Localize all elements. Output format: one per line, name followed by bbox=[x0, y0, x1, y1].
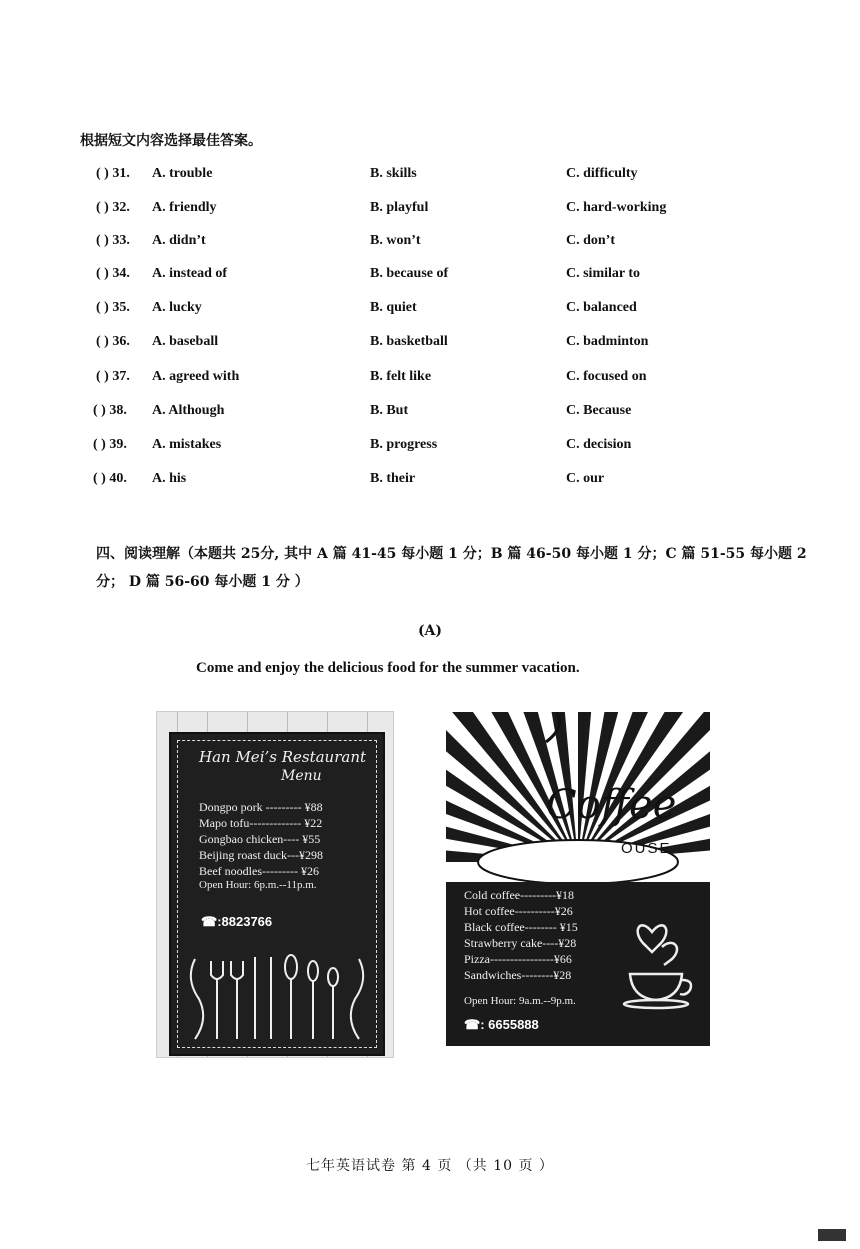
question-number: ( ) 36. bbox=[96, 334, 130, 349]
answer-option-a: A. baseball bbox=[152, 334, 219, 349]
menu-item: Dongpo pork --------- ¥88 bbox=[199, 800, 323, 814]
menu-item: Black coffee-------- ¥15 bbox=[464, 920, 578, 934]
menu-item: Pizza----------------¥66 bbox=[464, 952, 572, 966]
question-number: ( ) 32. bbox=[96, 200, 130, 215]
part-label: (A) bbox=[417, 623, 443, 639]
coffee-logo: Coffee bbox=[546, 782, 677, 828]
phone-icon: ☎ bbox=[201, 914, 218, 929]
answer-option-a: A. Although bbox=[152, 403, 225, 418]
question-number: ( ) 37. bbox=[96, 369, 130, 384]
menu-item: Beef noodles--------- ¥26 bbox=[199, 864, 319, 878]
instructions: 根据短文内容选择最佳答案。 bbox=[80, 133, 262, 149]
answer-option-b: B. their bbox=[370, 471, 416, 486]
phone-icon: ☎ bbox=[464, 1017, 481, 1032]
menu-item: Mapo tofu------------- ¥22 bbox=[199, 816, 323, 830]
restaurant-menu-image bbox=[157, 712, 393, 1057]
passage-intro: Come and enjoy the delicious food for the summer vacation. bbox=[196, 660, 580, 676]
question-number: ( ) 33. bbox=[96, 233, 130, 248]
answer-option-a: A. his bbox=[152, 471, 187, 486]
section4-heading: 四、阅读理解（本题共 25分, 其中 A 篇 41-45 每小题 1 分；B 篇 46-50 每小题 1 分；C 篇 51-55 每小题 2 分； D 篇 56-60 每小题 1 分 ） bbox=[96, 546, 807, 590]
answer-option-c: C. don’t bbox=[566, 233, 616, 248]
answer-option-b: B. progress bbox=[370, 437, 438, 452]
answer-option-b: B. because of bbox=[370, 266, 449, 281]
answer-option-b: B. basketball bbox=[370, 334, 448, 349]
house-logo: OUSE bbox=[621, 840, 672, 857]
answer-option-c: C. difficulty bbox=[566, 166, 638, 181]
menu-item: Hot coffee----------¥26 bbox=[464, 904, 573, 918]
menu-item: Cold coffee---------¥18 bbox=[464, 888, 575, 902]
answer-option-c: C. similar to bbox=[566, 266, 641, 281]
answer-option-a: A. friendly bbox=[152, 200, 217, 215]
question-number: ( ) 34. bbox=[96, 266, 130, 281]
question-number: ( ) 39. bbox=[93, 437, 127, 452]
cutlery-icon bbox=[187, 949, 367, 1044]
answer-option-c: C. balanced bbox=[566, 300, 637, 315]
answer-option-c: C. hard-working bbox=[566, 200, 667, 215]
menu-item: Gongbao chicken---- ¥55 bbox=[199, 832, 321, 846]
answer-option-b: B. won’t bbox=[370, 233, 421, 248]
answer-option-b: B. playful bbox=[370, 200, 429, 215]
question-number: ( ) 31. bbox=[96, 166, 130, 181]
answer-option-a: A. mistakes bbox=[152, 437, 222, 452]
phone-number: ☎: 6655888 bbox=[464, 1017, 539, 1032]
answer-option-c: C. our bbox=[566, 471, 605, 486]
menu-item: Beijing roast duck---¥298 bbox=[199, 848, 323, 862]
menu-item: Strawberry cake----¥28 bbox=[464, 936, 577, 950]
answer-option-b: B. quiet bbox=[370, 300, 417, 315]
chalkboard bbox=[169, 732, 385, 1056]
answer-option-c: C. Because bbox=[566, 403, 632, 418]
answer-option-c: C. focused on bbox=[566, 369, 647, 384]
answer-option-a: A. trouble bbox=[152, 166, 213, 181]
restaurant-title: Han Mei’s Restaurant bbox=[199, 748, 367, 766]
open-hours: Open Hour: 9a.m.--9p.m. bbox=[464, 995, 576, 1007]
question-number: ( ) 40. bbox=[93, 471, 127, 486]
answer-option-a: A. didn’t bbox=[152, 233, 206, 248]
page-footer: 七年英语试卷 第 4 页 （共 10 页 ） bbox=[306, 1158, 554, 1174]
open-hours: Open Hour: 6p.m.--11p.m. bbox=[199, 879, 317, 891]
answer-option-a: A. agreed with bbox=[152, 369, 240, 384]
phone-number: ☎:8823766 bbox=[201, 914, 273, 929]
question-number: ( ) 35. bbox=[96, 300, 130, 315]
question-number: ( ) 38. bbox=[93, 403, 127, 418]
coffee-cup-icon bbox=[622, 902, 702, 1012]
coffee-house-menu-image bbox=[446, 712, 710, 1046]
menu-item: Sandwiches--------¥28 bbox=[464, 968, 572, 982]
answer-option-a: A. instead of bbox=[152, 266, 228, 281]
answer-option-b: B. But bbox=[370, 403, 409, 418]
answer-option-a: A. lucky bbox=[152, 300, 202, 315]
answer-option-c: C. decision bbox=[566, 437, 632, 452]
answer-option-c: C. badminton bbox=[566, 334, 649, 349]
answer-option-b: B. skills bbox=[370, 166, 417, 181]
scanner-watermark bbox=[818, 1229, 846, 1241]
answer-option-b: B. felt like bbox=[370, 369, 432, 384]
menu-subtitle: Menu bbox=[281, 768, 322, 784]
